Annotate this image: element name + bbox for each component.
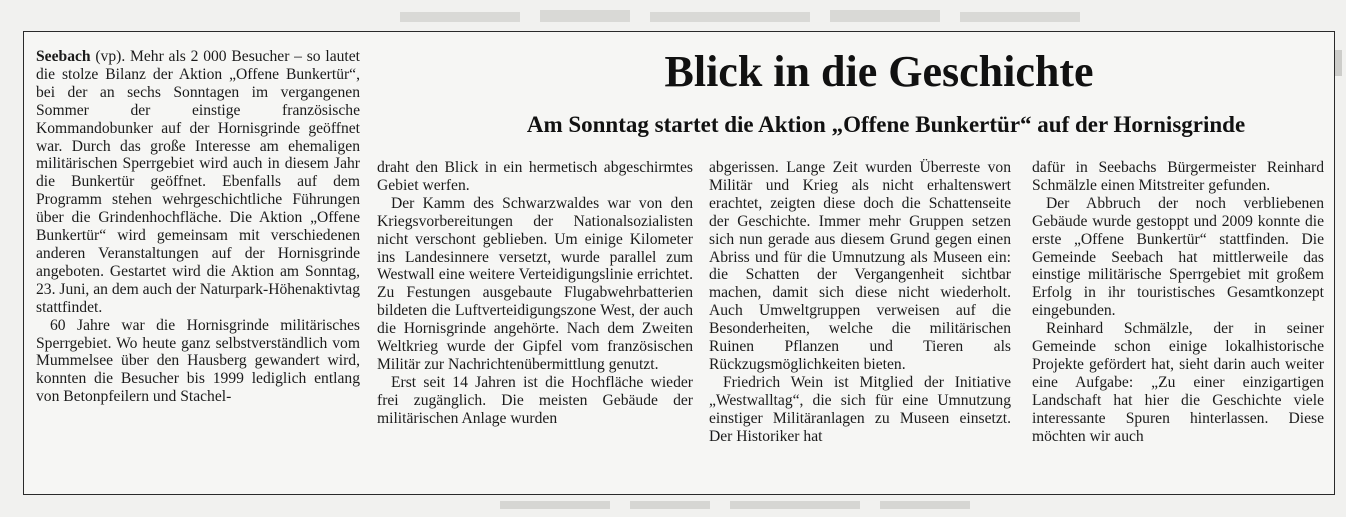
article-headline: Blick in die Geschichte — [664, 47, 1094, 96]
paragraph: Erst seit 14 Jahren ist die Hochfläche wieder frei zugänglich. Die meisten Gebäude der militärischen Anlage wurden — [377, 373, 693, 427]
article-column-4 — [1032, 159, 1324, 446]
paragraph: draht den Blick in ein hermetisch abgeschirmtes Gebiet werfen. — [377, 159, 693, 194]
paragraph: Der Abbruch der noch verbliebenen Gebäude wurde gestoppt und 2009 konnte die erste „Offene Bunkertür“ stattfinden. Die Gemeinde Seebach hat mittlerweile das einstige militärische Sperrgebiet mit großem Erfolg in ihr touristisches Gesamtkonzept eingebunden. — [1032, 194, 1324, 320]
bleed-through-bottom — [480, 495, 980, 515]
paragraph — [36, 48, 360, 317]
paragraph: dafür in Seebachs Bürgermeister Reinhard Schmälzle einen Mitstreiter gefunden. — [1032, 159, 1324, 194]
article-frame — [23, 31, 1335, 495]
paragraph: Der Kamm des Schwarzwaldes war von den Kriegsvorbereitungen der Nationalsozialisten nicht verschont geblieben. Um einige Kilometer ins Landesinnere versetzt, wurde parallel zum Westwall eine weitere Verteidigungslinie errichtet. Zu Festungen ausgebaute Flugabwehrbatterien bildeten die Luftverteidigungszone West, der auch die Hornisgrinde angehörte. Nach dem Zweiten Weltkrieg wurde der Gipfel vom französischen Militär zur Nachrichtenübermittlung genutzt. — [377, 194, 693, 373]
article-subheadline: Am Sonntag startet die Aktion „Offene Bunkertür“ auf der Hornisgrinde — [526, 112, 1246, 137]
paragraph: 60 Jahre war die Hornisgrinde militärisches Sperrgebiet. Wo heute ganz selbstverständlich vom Mummelsee über den Hausberg gewandert wird, konnten die Besucher bis 1999 lediglich entlang von Betonpfeilern und Stachel- — [36, 316, 360, 406]
bleed-through-top — [390, 2, 1090, 28]
paragraph: Reinhard Schmälzle, der in seiner Gemeinde schon einige lokalhistorische Projekte gefördert hat, sieht darin auch weiter eine Aufgabe: „Zu einer einzigartigen Landschaft hat hier die Geschichte viele interessante Spuren hinterlassen. Diese möchten wir auch — [1032, 320, 1324, 445]
paragraph: abgerissen. Lange Zeit wurden Überreste von Militär und Krieg als nicht erhaltenswert erachtet, zeigten diese doch die Schattenseite der Geschichte. Immer mehr Gruppen setzen sich nun gerade aus diesem Grund gegen einen Abriss und für die Umnutzung als Museen ein: die Schatten der Vergangenheit sichtbar machen, damit sich diese nicht wiederholt. Auch Umweltgruppen verweisen auf die Besonderheiten, welche die militärischen Ruinen Pflanzen und Tieren als Rückzugsmöglichkeiten bieten. — [709, 159, 1011, 373]
article-column-3 — [709, 159, 1011, 446]
article-column-1 — [36, 48, 360, 406]
dateline: Seebach — [36, 48, 91, 65]
paragraph-text: (vp). Mehr als 2 000 Besucher – so lautet die stolze Bilanz der Aktion „Offene Bunkertür“, bei der an sechs Sonntagen im vergangenen Sommer der einstige französische Kommandobunker auf der Hornisgrinde geöffnet war. Durch das große Interesse am ehemaligen militärischen Sperrgebiet wird auch in diesem Jahr die Bunkertür geöffnet. Ebenfalls auf dem Programm stehen wehrgeschichtliche Führungen über die Grindenhochfläche. Die Aktion „Offene Bunkertür“ wird gemeinsam mit verschiedenen anderen Veranstaltungen auf der Hornisgrinde angeboten. Gestartet wird die Aktion am Sonntag, 23. Juni, an dem auch der Naturpark-Höhenaktivtag stattfindet. — [36, 48, 361, 316]
article-column-2 — [377, 159, 693, 428]
paragraph: Friedrich Wein ist Mitglied der Initiative „Westwalltag“, die sich für eine Umnutzung einstiger Militäranlagen zu Museen einsetzt. Der Historiker hat — [709, 373, 1011, 445]
